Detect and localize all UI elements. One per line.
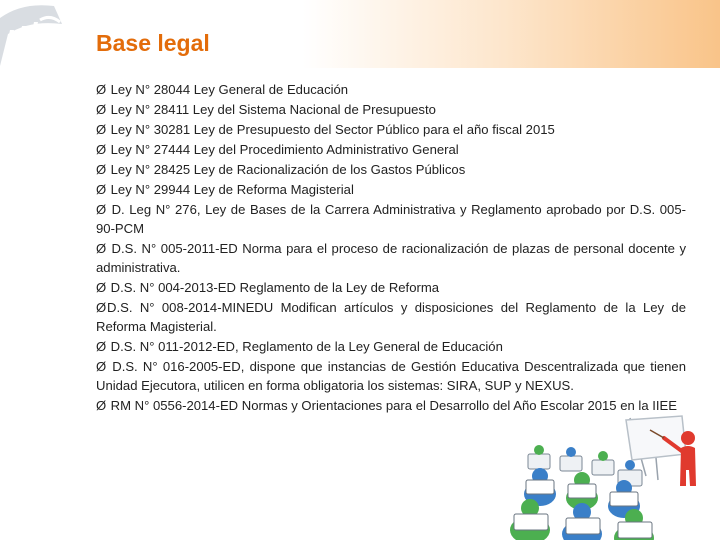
arrow-bullet-icon: Ø	[96, 102, 107, 117]
list-item	[96, 100, 686, 119]
arrow-bullet-icon: Ø	[96, 339, 107, 354]
arrow-bullet-icon: Ø	[96, 359, 107, 374]
page-title: Base legal	[96, 30, 210, 56]
list-item	[96, 396, 686, 415]
list-item-text: D. Leg N° 276, Ley de Bases de la Carrera Administrativa y Reglamento aprobado por D.S. 005-90-PCM	[96, 202, 686, 236]
legal-list	[96, 80, 686, 416]
list-item-text: D.S. N° 008-2014-MINEDU Modifican artículos y disposiciones del Reglamento de la Ley de Reforma Magisterial.	[96, 300, 686, 334]
list-item-text: Ley N° 28425 Ley de Racionalización de los Gastos Públicos	[110, 162, 466, 177]
list-item-text: Ley N° 27444 Ley del Procedimiento Administrativo General	[110, 142, 459, 157]
arrow-bullet-icon: Ø	[96, 182, 107, 197]
list-item	[96, 337, 686, 356]
arrow-bullet-icon: Ø	[96, 241, 107, 256]
list-item	[96, 357, 686, 395]
arrow-bullet-icon: Ø	[96, 82, 107, 97]
arrow-bullet-icon: Ø	[96, 202, 107, 217]
arrow-bullet-icon: Ø	[96, 122, 107, 137]
list-item-text: D.S. N° 004-2013-ED Reglamento de la Ley de Reforma	[110, 280, 440, 295]
list-item-text: Ley N° 28044 Ley General de Educación	[110, 82, 349, 97]
list-item	[96, 278, 686, 297]
arrow-bullet-icon: Ø	[96, 300, 107, 315]
list-item	[96, 140, 686, 159]
arrow-bullet-icon: Ø	[96, 398, 107, 413]
list-item-text: D.S. N° 011-2012-ED, Reglamento de la Ley General de Educación	[110, 339, 503, 354]
arrow-bullet-icon: Ø	[96, 142, 107, 157]
list-item-text: Ley N° 28411 Ley del Sistema Nacional de Presupuesto	[110, 102, 436, 117]
list-item-text: RM N° 0556-2014-ED Normas y Orientaciones para el Desarrollo del Año Escolar 2015 en la IIEE	[110, 398, 678, 413]
list-item	[96, 120, 686, 139]
arrow-bullet-icon: Ø	[96, 280, 107, 295]
list-item	[96, 298, 686, 336]
list-item	[96, 180, 686, 199]
list-item-text: Ley N° 29944 Ley de Reforma Magisterial	[110, 182, 354, 197]
list-item-text: D.S. N° 005-2011-ED Norma para el proceso de racionalización de plazas de personal docente y administrativa.	[96, 241, 686, 275]
list-item	[96, 160, 686, 179]
list-item	[96, 80, 686, 99]
classroom-presentation-icon	[500, 414, 710, 540]
list-item	[96, 200, 686, 238]
arrow-bullet-icon: Ø	[96, 162, 107, 177]
corner-logo-icon	[0, 0, 62, 66]
list-item	[96, 239, 686, 277]
list-item-text: Ley N° 30281 Ley de Presupuesto del Sector Público para el año fiscal 2015	[110, 122, 555, 137]
list-item-text: D.S. N° 016-2005-ED, dispone que instancias de Gestión Educativa Descentralizada que tienen Unidad Ejecutora, utilicen en forma obligatoria los sistemas: SIRA, SUP y NEXUS.	[96, 359, 686, 393]
